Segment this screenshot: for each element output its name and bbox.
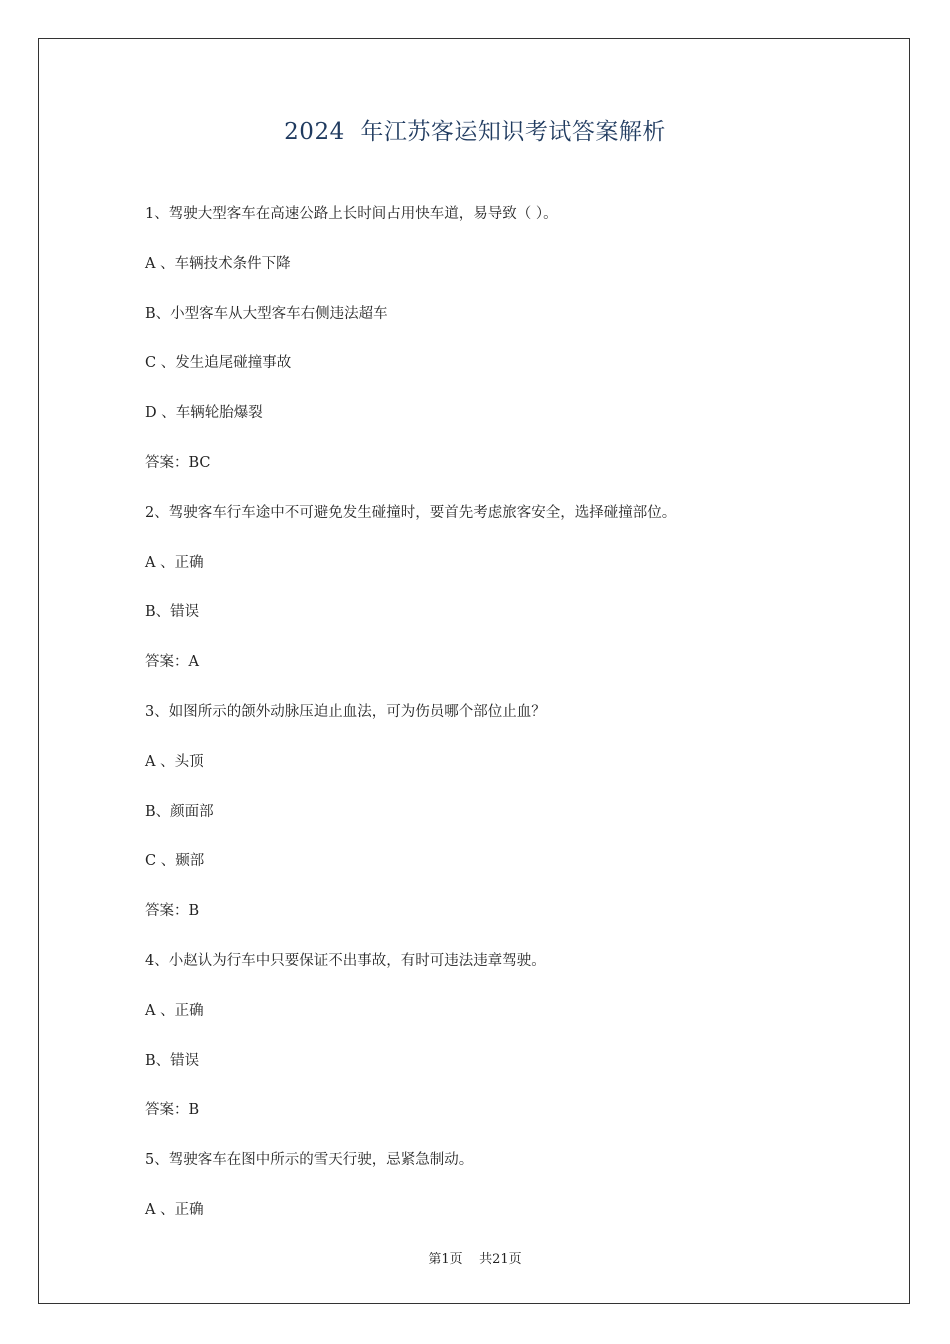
page-footer: 第1页 共21页: [428, 1252, 522, 1267]
document-title: 2024 年江苏客运知识考试答案解析: [284, 119, 666, 145]
question-4-option-b: B、错误: [145, 1052, 200, 1069]
question-4-answer: 答案：B: [145, 1102, 200, 1119]
question-3-stem: 3、如图所示的颌外动脉压迫止血法，可为伤员哪个部位止血？: [145, 703, 546, 720]
question-1-option-a: A 、车辆技术条件下降: [145, 255, 291, 272]
question-3-option-a: A 、头顶: [145, 753, 204, 770]
question-2-answer: 答案：A: [145, 654, 199, 671]
question-1-stem: 1、驾驶大型客车在高速公路上长时间占用快车道，易导致（ ）。: [145, 206, 558, 222]
question-5-option-a: A 、正确: [145, 1201, 204, 1218]
question-2-stem: 2、驾驶客车行车途中不可避免发生碰撞时，要首先考虑旅客安全，选择碰撞部位。: [145, 504, 677, 521]
question-5-stem: 5、驾驶客车在图中所示的雪天行驶，忌紧急制动。: [145, 1152, 474, 1169]
question-1-option-d: D 、车辆轮胎爆裂: [145, 405, 263, 422]
question-2-option-b: B、错误: [145, 604, 200, 621]
question-1-answer: 答案：BC: [145, 454, 211, 471]
question-4-stem: 4、小赵认为行车中只要保证不出事故，有时可违法违章驾驶。: [145, 952, 546, 969]
question-3-option-c: C 、颞部: [145, 853, 205, 870]
question-1-option-c: C 、发生追尾碰撞事故: [145, 355, 292, 372]
question-1-option-b: B、小型客车从大型客车右侧违法超车: [145, 305, 388, 322]
question-3-option-b: B、颜面部: [145, 803, 214, 820]
question-3-answer: 答案：B: [145, 903, 200, 920]
question-4-option-a: A 、正确: [145, 1002, 204, 1019]
question-list: [145, 204, 845, 1250]
question-2-option-a: A 、正确: [145, 554, 204, 571]
